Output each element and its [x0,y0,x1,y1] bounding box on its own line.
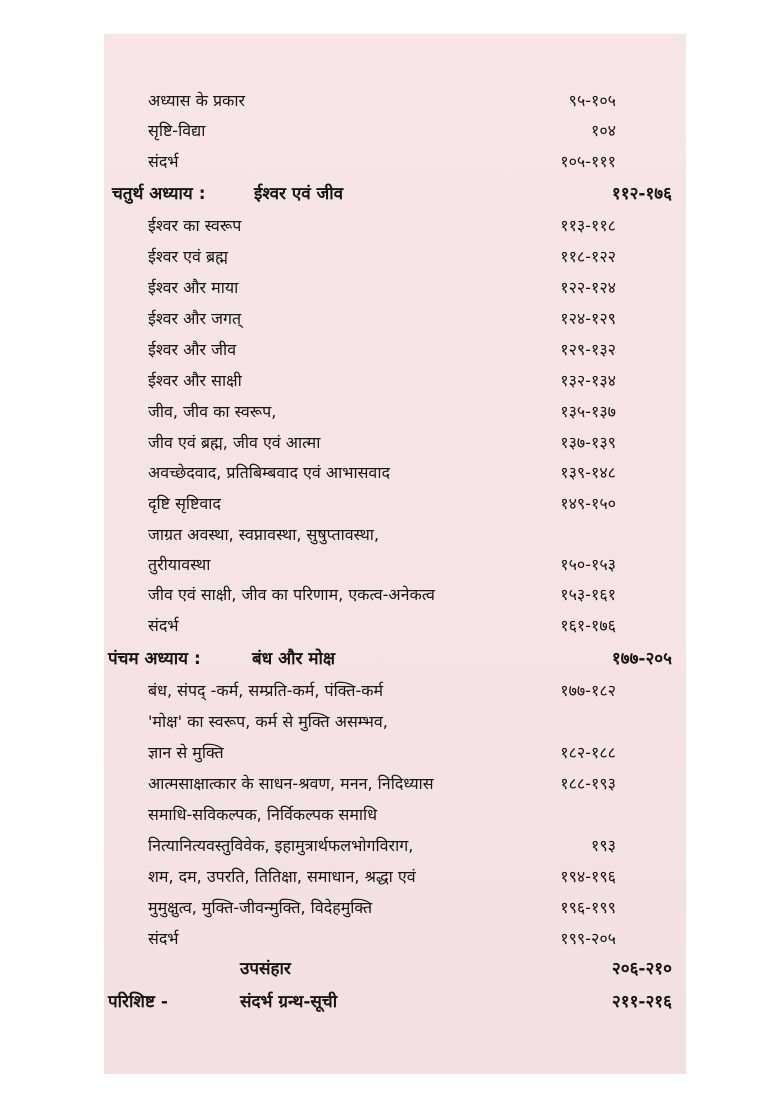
toc-entry-page: १०४ [591,121,616,140]
toc-entry-page: १३५-१३७ [560,402,616,421]
toc-entry-text: ईश्वर का स्वरूप [148,216,242,235]
toc-entry-text: जाग्रत अवस्था, स्वप्नावस्था, सुषुप्तावस्था, [148,525,380,544]
toc-entry-page: १९९-२०५ [560,929,616,948]
toc-entry-page: ११८-१२२ [560,247,616,266]
toc-entry-page: १९३ [591,836,616,855]
toc-entry-page: १८८-१९३ [560,774,616,793]
toc-entry-page: १८२-१८८ [560,743,616,762]
toc-entry-text: जीव एवं ब्रह्म, जीव एवं आत्मा [148,433,321,452]
toc-entry-text: शम, दम, उपरति, तितिक्षा, समाधान, श्रद्धा एवं [148,867,416,886]
toc-entry-page: १२९-१३२ [560,340,616,359]
toc-entry-text: अध्यास के प्रकार [148,91,246,110]
appendix-page: २११-२१६ [611,992,672,1012]
toc-entry-text: ईश्वर एवं ब्रह्म [148,247,228,266]
toc-entry-text: ईश्वर और साक्षी [148,371,242,390]
toc-entry-text: जीव एवं साक्षी, जीव का परिणाम, एकत्व-अनेकत्व [148,585,435,604]
toc-entry-page: १६१-१७६ [560,616,616,635]
toc-entry-text: समाधि-सविकल्पक, निर्विकल्पक समाधि [148,805,378,824]
toc-entry-text: 'मोक्ष' का स्वरूप, कर्म से मुक्ति असम्भव, [148,712,388,731]
toc-entry-text: ईश्वर और जगत् [148,309,242,328]
toc-entry-page: १३९-१४८ [560,463,616,482]
toc-entry-text: नित्यानित्यवस्तुविवेक, इहामुत्रार्थफलभोगविराग, [148,836,414,855]
toc-entry-text: तुरीयावस्था [148,555,211,574]
toc-entry-text: संदर्भ [148,929,179,948]
toc-entry-page: ९५-१०५ [568,91,616,110]
toc-entry-text: ज्ञान से मुक्ति [148,743,224,762]
toc-entry-text: संदर्भ [148,616,179,635]
toc-entry-page: १३२-१३४ [560,371,616,390]
toc-entry-page: १०५-१११ [560,152,616,171]
chapter-label: चतुर्थ अध्याय : [112,184,206,204]
toc-entry-page: १३७-१३९ [560,433,616,452]
chapter-label: पंचम अध्याय : [108,649,201,669]
toc-entry-page: १९६-१९९ [560,898,616,917]
chapter-title: ईश्वर एवं जीव [254,184,344,204]
toc-entry-text: संदर्भ [148,152,179,171]
epilogue-page: २०६-२१० [611,959,672,979]
toc-entry-text: मुमुक्षुत्व, मुक्ति-जीवन्मुक्ति, विदेहमुक्ति [148,898,373,917]
toc-entry-text: ईश्वर और माया [148,278,239,297]
bleed-through-text [329,212,338,242]
chapter-page: १७७-२०५ [611,649,672,669]
appendix-title: संदर्भ ग्रन्थ-सूची [240,992,338,1012]
toc-entry-page: १५३-१६१ [560,585,616,604]
toc-entry-page: १२२-१२४ [560,278,616,297]
toc-entry-page: ११३-११८ [560,216,616,235]
toc-entry-text: अवच्छेदवाद, प्रतिबिम्बवाद एवं आभासवाद [148,463,390,482]
toc-entry-text: सृष्टि-विद्या [148,121,206,140]
toc-entry-page: १२४-१२९ [560,309,616,328]
document-page [104,34,686,1074]
toc-entry-text: आत्मसाक्षात्कार के साधन-श्रवण, मनन, निदिध्यास [148,774,434,793]
toc-entry-text: ईश्वर और जीव [148,340,237,359]
chapter-page: ११२-१७६ [611,184,672,204]
toc-entry-page: १७७-१८२ [560,681,616,700]
toc-entry-page: १५०-१५३ [560,555,616,574]
toc-entry-text: बंध, संपद् -कर्म, सम्प्रति-कर्म, पंक्ति-कर्म [148,681,384,700]
toc-entry-page: १४९-१५० [560,494,616,513]
toc-entry-text: दृष्टि सृष्टिवाद [148,494,221,513]
toc-entry-text: जीव, जीव का स्वरूप, [148,402,277,421]
epilogue-title: उपसंहार [240,959,291,979]
chapter-title: बंध और मोक्ष [252,649,336,669]
appendix-label: परिशिष्ट - [108,992,168,1012]
toc-entry-page: १९४-१९६ [560,867,616,886]
